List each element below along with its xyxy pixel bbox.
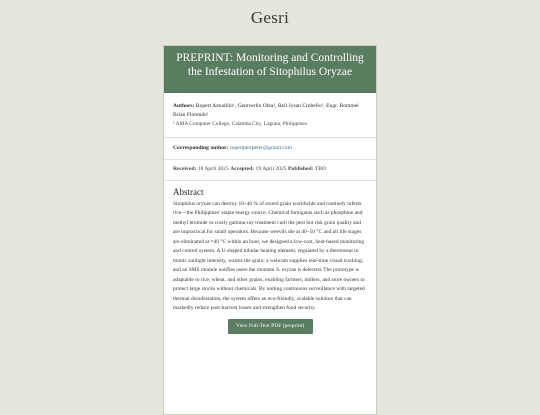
abstract-heading: Abstract xyxy=(173,187,204,197)
received-date: 18 April 2025 xyxy=(197,166,229,172)
corresponding-label: Corresponding author: xyxy=(173,145,229,151)
authors-label: Authors: xyxy=(173,103,195,109)
published-date: TBD xyxy=(314,166,326,172)
affiliation: ¹ AMA Computer College, Calamba City, Laguna, Philippines xyxy=(173,121,307,127)
view-pdf-button[interactable]: View Full-Text PDF (preprint) xyxy=(228,319,313,334)
corresponding-email-link[interactable]: ropertpertpeter@gmail.com xyxy=(229,145,292,151)
abstract-text: Sitophilus oryzae can destroy 10–40 % of stored grain worldwide and routinely infests rice—the Philippines' staple energy source. Chemical fumigants such as phosphine and methyl bromide or costly gamma-ray treatment curb the pest but risk grain quality and are impractical for small operators. Because weevils die at 40–50 °C and all life stages are eliminated at ≈49 °C within an hour, we designed a low-cost, heat-based monitoring and control system. A U-shaped tubular heating element, regulated by a thermostat to mimic sunlight intensity, warms the grain; a webcam supplies real-time visual tracking; and an SMS module notifies users the moment S. oryzae is detected. The prototype is adaptable to rice, wheat, and other grains, enabling farmers, millers, and store owners to protect large stocks without chemicals. By uniting continuous surveillance with targeted thermal disinfestation, the system offers an eco-friendly, scalable solution that can markedly reduce post-harvest losses and strengthen food security. xyxy=(173,201,365,311)
accepted-label: Accepted: xyxy=(230,166,255,172)
site-title: Gesri xyxy=(250,8,290,27)
authors-section xyxy=(164,93,376,138)
dates-section xyxy=(164,160,376,181)
corresponding-section xyxy=(164,138,376,160)
accepted-date: 19 April 2025 xyxy=(255,166,287,172)
paper-title: PREPRINT: Monitoring and Controlling the Infestation of Sitophilus Oryzae xyxy=(164,46,376,93)
paper-card xyxy=(163,45,377,415)
authors-list: Ropert Astudillo¹, Gentverlin Olea¹, Reil Jysan Crebello¹, Engr. Rommel Brian Florendo¹ xyxy=(173,103,359,118)
received-label: Received: xyxy=(173,166,197,172)
abstract-section xyxy=(164,181,376,334)
published-label: Published: xyxy=(288,166,314,172)
